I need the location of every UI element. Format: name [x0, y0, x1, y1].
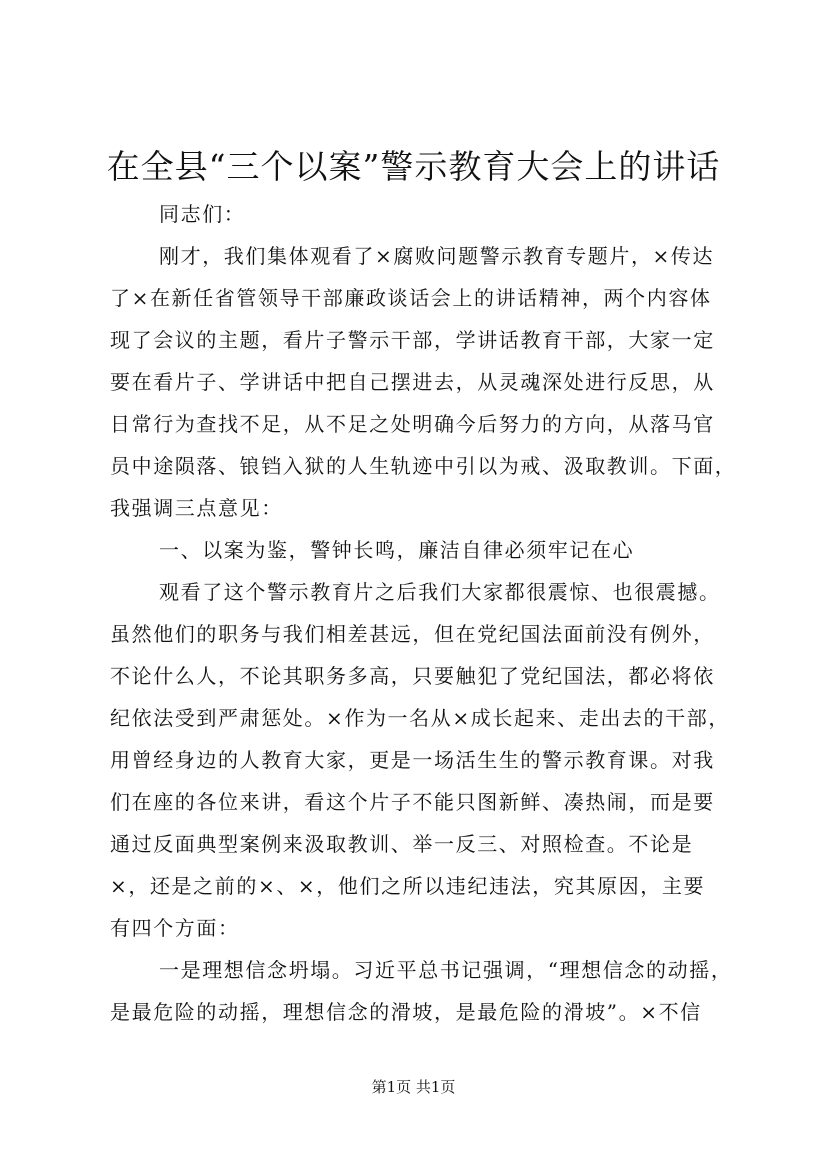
paragraph-line: 日常行为查找不足，从不足之处明确今后努力的方向，从落马官	[110, 412, 715, 436]
paragraph-line: 不论什么人，不论其职务多高，只要触犯了党纪国法，都必将依	[110, 664, 715, 688]
section-heading: 一、以案为鉴，警钟长鸣，廉洁自律必须牢记在心	[159, 538, 635, 562]
paragraph-line: 纪依法受到严肃惩处。×作为一名从×成长起来、走出去的干部，	[110, 706, 730, 730]
salutation: 同志们：	[159, 202, 246, 226]
document-title: 在全县“三个以案”警示教育大会上的讲话	[106, 147, 721, 186]
paragraph-line: 要在看片子、学讲话中把自己摆进去，从灵魂深处进行反思，从	[110, 370, 715, 394]
paragraph-line: 现了会议的主题，看片子警示干部，学讲话教育干部，大家一定	[110, 328, 715, 352]
paragraph-line: 用曾经身边的人教育大家，更是一场活生生的警示教育课。对我	[110, 748, 715, 772]
paragraph-line: 是最危险的动摇，理想信念的滑坡，是最危险的滑坡”。×不信	[110, 1000, 702, 1024]
paragraph-line: 了×在新任省管领导干部廉政谈话会上的讲话精神，两个内容体	[110, 286, 712, 310]
paragraph-line: 我强调三点意见：	[110, 496, 283, 520]
paragraph-line: 一是理想信念坍塌。习近平总书记强调，“理想信念的动摇，	[159, 958, 733, 982]
paragraph-line: 虽然他们的职务与我们相差甚远，但在党纪国法面前没有例外，	[110, 622, 715, 646]
paragraph-line: 观看了这个警示教育片之后我们大家都很震惊、也很震撼。	[159, 580, 721, 604]
paragraph-line: 通过反面典型案例来汲取教训、举一反三、对照检查。不论是	[110, 832, 694, 856]
paragraph-line: 员中途陨落、锒铛入狱的人生轨迹中引以为戒、汲取教训。下面，	[110, 454, 737, 478]
page-footer: 第1页 共1页	[371, 1078, 456, 1096]
paragraph-line: 们在座的各位来讲，看这个片子不能只图新鲜、凑热闹，而是要	[110, 790, 715, 814]
paragraph-line: 有四个方面：	[110, 916, 240, 940]
paragraph-line: ×，还是之前的×、×，他们之所以违纪违法，究其原因，主要	[110, 874, 706, 898]
paragraph-line: 刚才，我们集体观看了×腐败问题警示教育专题片，×传达	[159, 244, 715, 268]
